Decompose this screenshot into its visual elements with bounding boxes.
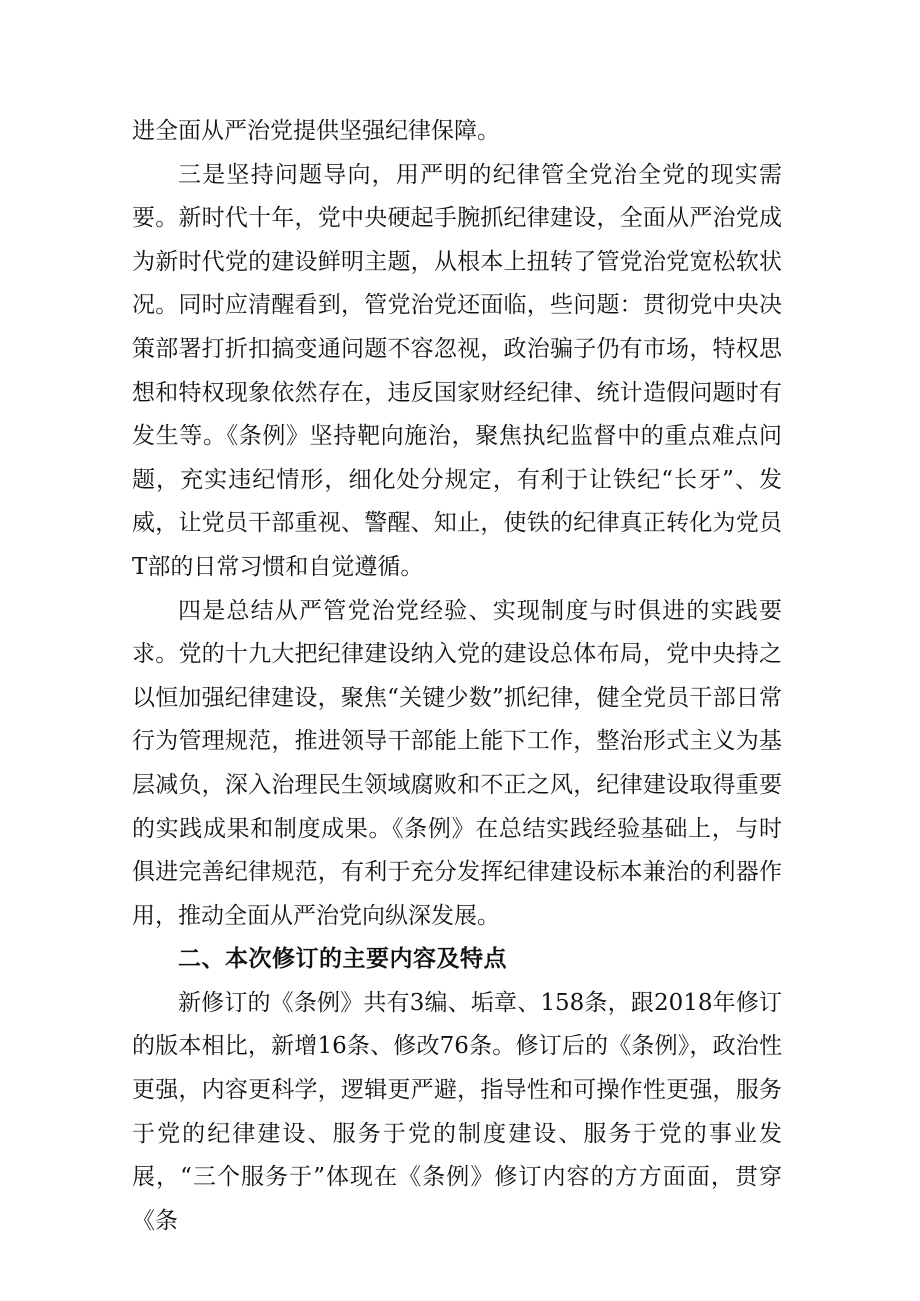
paragraph-point-four: 四是总结从严管党治党经验、实现制度与时俱进的实践要求。党的十九大把纪律建设纳入党的建设总体布局，党中央持之以恒加强纪律建设，聚焦“关键少数”抓纪律，健全党员干部日常行为管理规范，推进领导干部能上能下工作，整治形式主义为基层减负，深入治理民生领域腐败和不正之风，纪律建设取得重要的实践成果和制度成果。《条例》在总结实践经验基础上，与时俱进完善纪律规范，有利于充分发挥纪律建设标本兼治的利器作用，推动全面从严治党向纵深发展。 bbox=[132, 597, 782, 929]
section-heading: 二、本次修订的主要内容及特点 bbox=[178, 946, 507, 973]
paragraph-continuation: 进全面从严治党提供坚强纪律保障。 bbox=[132, 118, 500, 144]
paragraph-revision-content: 新修订的《条例》共有3编、垢章、158条，跟2018年修订的版本相比，新增16条、修改76条。修订后的《条例》，政治性更强，内容更科学，逻辑更严避，指导性和可操作性更强，服务于党的纪律建设、服务于党的制度建设、服务于党的事业发展，“三个服务于”体现在《条例》修订内容的方方面面，贯穿《条 bbox=[132, 989, 782, 1234]
document-page bbox=[132, 110, 782, 1243]
paragraph-point-three: 三是坚持问题导向，用严明的纪律管全党治全党的现实需要。新时代十年，党中央硬起手腕抓纪律建设，全面从严治党成为新时代党的建设鲜明主题，从根本上扭转了管党治党宽松软状况。同时应清醒看到，管党治党还面临，些问题：贯彻党中央决策部署打折扣搞变通问题不容忽视，政治骗子仍有市场，特权思想和特权现象依然存在，违反国家财经纪律、统计造假问题时有发生等。《条例》坚持靶向施治，聚焦执纪监督中的重点难点问题，充实违纪情形，细化处分规定，有利于让铁纪“长牙”、发威，让党员干部重视、警醒、知止，使铁的纪律真正转化为党员T部的日常习惯和自觉遵循。 bbox=[132, 161, 782, 580]
